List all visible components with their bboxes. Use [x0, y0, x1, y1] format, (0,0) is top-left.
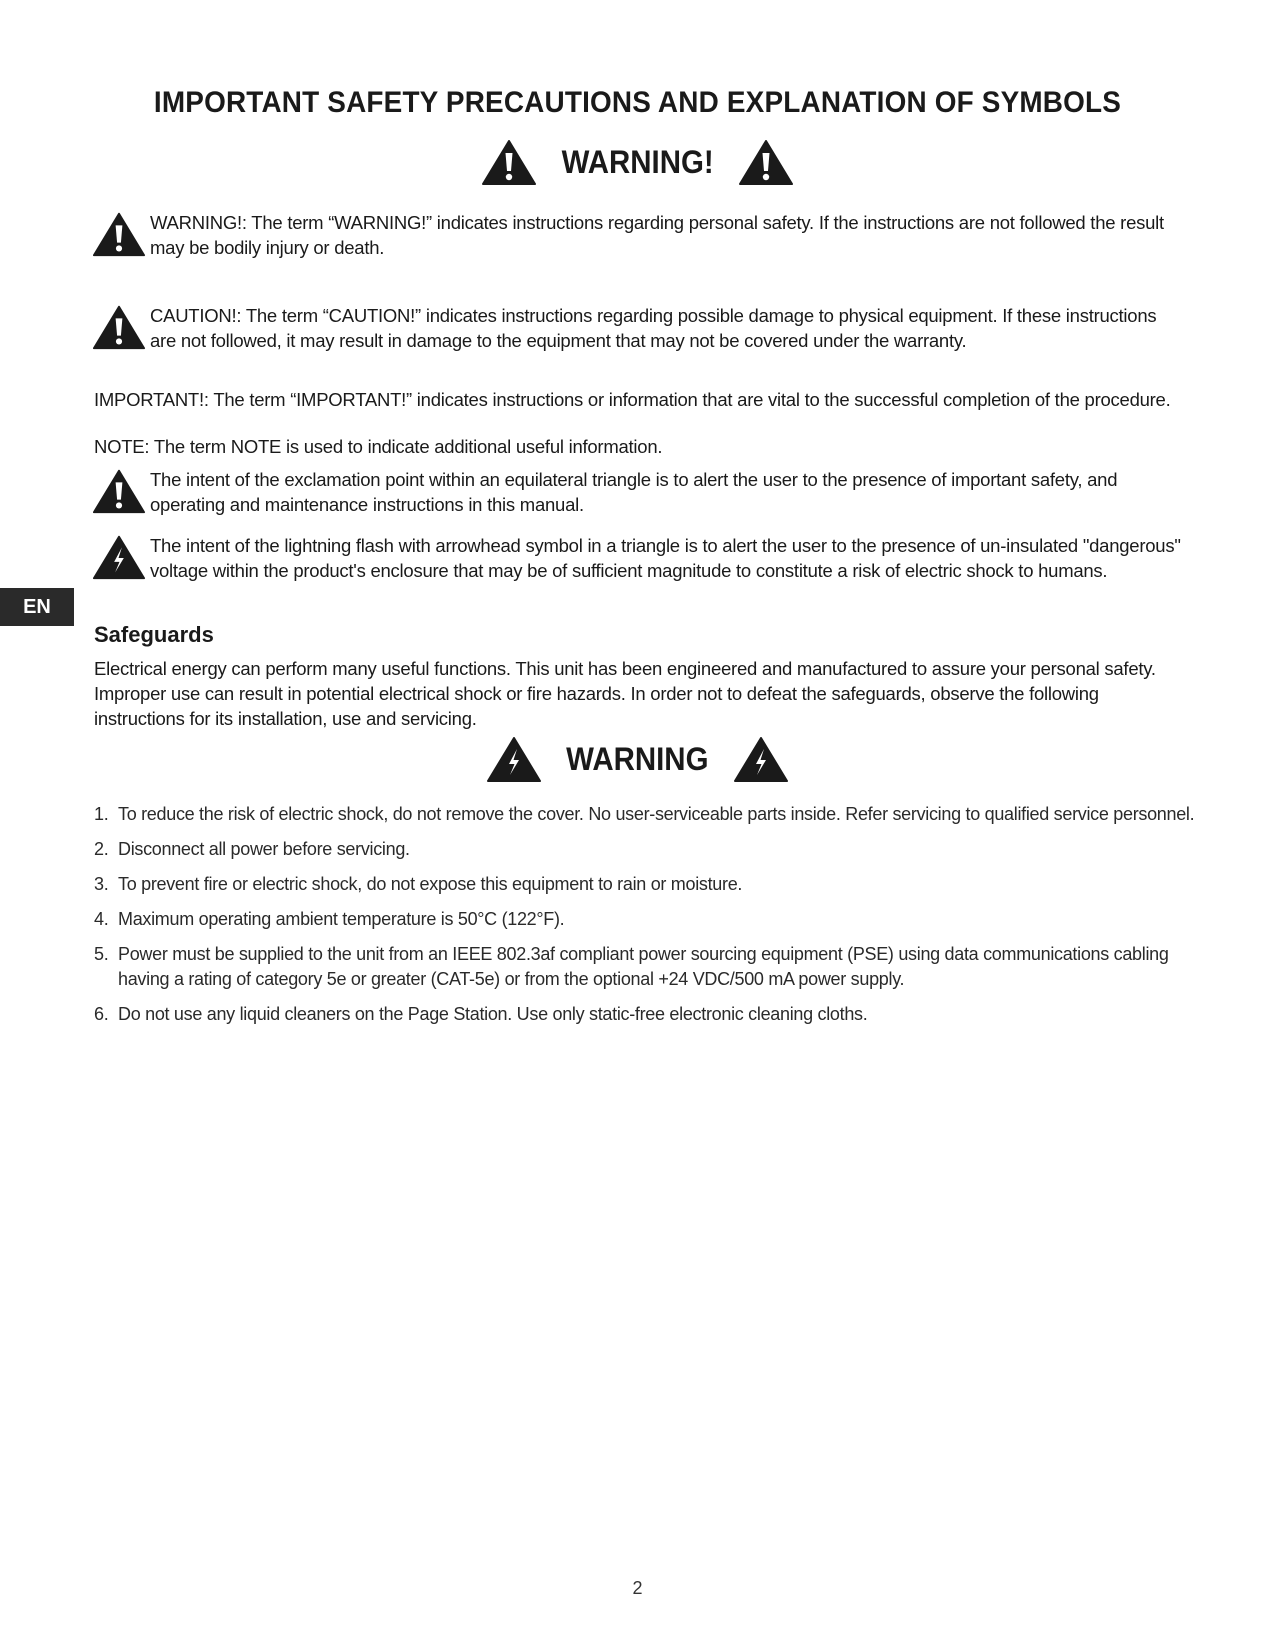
- list-item-text: Power must be supplied to the unit from an IEEE 802.3af compliant power sourcing equipment (PSE) using data communications cabling having a rating of category 5e or greater (CAT-5e) or from the optional +24 VDC/500 mA power supply.: [118, 944, 1169, 989]
- list-item: [94, 802, 1204, 827]
- warning-heading-text: WARNING!: [561, 143, 714, 180]
- list-item-text: To prevent fire or electric shock, do not expose this equipment to rain or moisture.: [118, 874, 743, 894]
- list-item-text: To reduce the risk of electric shock, do not remove the cover. No user-serviceable parts inside. Refer servicing to qualified service personnel.: [118, 804, 1195, 824]
- note-definition: NOTE: The term NOTE is used to indicate additional useful information.: [94, 436, 663, 457]
- list-item-number: 2.: [94, 839, 109, 859]
- page-title: IMPORTANT SAFETY PRECAUTIONS AND EXPLANATION OF SYMBOLS: [153, 86, 1122, 119]
- safeguards-heading: Safeguards: [94, 622, 214, 647]
- list-item: [94, 1002, 1204, 1027]
- list-item: [94, 837, 1204, 862]
- language-tab: EN: [0, 588, 74, 626]
- list-item-text: Do not use any liquid cleaners on the Page Station. Use only static-free electronic cleaning cloths.: [118, 1004, 868, 1024]
- exclamation-triangle-icon: [738, 138, 794, 186]
- lightning-triangle-icon: [733, 735, 789, 783]
- list-item: [94, 942, 1204, 992]
- warning2-heading: [0, 735, 1275, 783]
- lightning-triangle-icon: [92, 533, 146, 581]
- list-item: [94, 872, 1204, 897]
- exclamation-symbol-definition: [92, 467, 1182, 520]
- warning-definition-text: WARNING!: The term “WARNING!” indicates instructions regarding personal safety. If the instructions are not followed the result may be bodily injury or death.: [150, 212, 1164, 258]
- list-item-number: 3.: [94, 874, 109, 894]
- caution-definition: [92, 303, 1182, 356]
- lightning-symbol-definition: [92, 533, 1182, 586]
- page-number: 2: [632, 1578, 643, 1598]
- safeguards-body: Electrical energy can perform many useful functions. This unit has been engineered and manufactured to assure your personal safety. Improper use can result in potential electrical shock or fire hazards. In order not to defeat the safeguards, observe the following instructions for its installation, use and servicing.: [94, 658, 1156, 729]
- warning-heading: [0, 138, 1275, 186]
- list-item-number: 4.: [94, 909, 109, 929]
- list-item-number: 6.: [94, 1004, 109, 1024]
- exclamation-triangle-icon: [92, 303, 146, 351]
- list-item: [94, 907, 1204, 932]
- warning-definition: [92, 210, 1182, 263]
- list-item-number: 5.: [94, 944, 109, 964]
- exclamation-symbol-text: The intent of the exclamation point within an equilateral triangle is to alert the user to the presence of important safety, and operating and maintenance instructions in this manual.: [150, 469, 1118, 515]
- list-item-text: Disconnect all power before servicing.: [118, 839, 410, 859]
- list-item-number: 1.: [94, 804, 109, 824]
- warning2-heading-text: WARNING: [566, 740, 709, 777]
- exclamation-triangle-icon: [481, 138, 537, 186]
- caution-definition-text: CAUTION!: The term “CAUTION!” indicates instructions regarding possible damage to physical equipment. If these instructions are not followed, it may result in damage to the equipment that may not be covered under the warranty.: [150, 305, 1157, 351]
- lightning-symbol-text: The intent of the lightning flash with arrowhead symbol in a triangle is to alert the user to the presence of un-insulated "dangerous" voltage within the product's enclosure that may be of sufficient magnitude to constitute a risk of electric shock to humans.: [150, 535, 1181, 581]
- exclamation-triangle-icon: [92, 210, 146, 258]
- lightning-triangle-icon: [486, 735, 542, 783]
- exclamation-triangle-icon: [92, 467, 146, 515]
- list-item-text: Maximum operating ambient temperature is 50°C (122°F).: [118, 909, 565, 929]
- important-definition: IMPORTANT!: The term “IMPORTANT!” indicates instructions or information that are vital to the successful completion of the procedure.: [94, 389, 1171, 410]
- safety-instructions-list: [94, 802, 1204, 1037]
